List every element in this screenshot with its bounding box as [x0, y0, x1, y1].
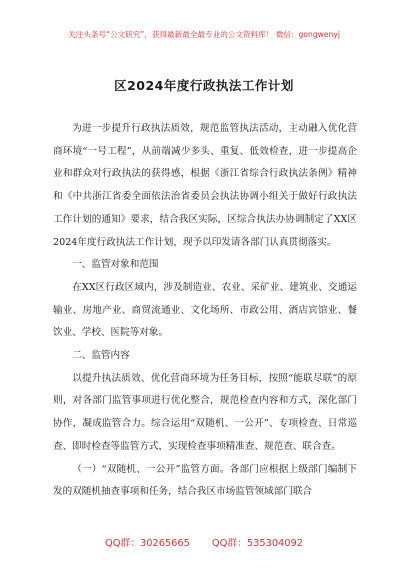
- section-heading-content: 二、监管内容: [72, 350, 130, 362]
- document-title: 区2024年度行政执法工作计划: [114, 78, 294, 93]
- document-body: [53, 118, 357, 504]
- header-notice: 关注头条号“公文研究”，获得最新最全最专业的公文资料库！ 微信：gongwenyj: [68, 30, 340, 39]
- section-heading-scope: 一、监管对象和范围: [72, 259, 159, 271]
- content-paragraph: 以提升执法质效、优化营商环境为任务目标，按照“能联尽联”的原则，对各部门监管事项进行优化整合，规范检查内容和方式，深化部门协作，凝成监管合力。综合运用“双随机、一公开”、专项检查、日常巡查、即时检查等监管方式，实现检查事项精准查、规范查、联合查。: [53, 372, 357, 452]
- qq-group-2: QQ群：535304092: [211, 538, 303, 549]
- scope-paragraph: 在XX区行政区域内，涉及制造业、农业、采矿业、建筑业、交通运输业、房地产业、商贸流通业、文化场所、市政公用、酒店宾馆业、餐饮业、学校、医院等对象。: [53, 281, 357, 339]
- subsection-paragraph: （一）“双随机、一公开”监管方面。各部门应根据上级部门编制下发的双随机抽查事项和任务，结合我区市场监管领域部门联合: [53, 463, 357, 498]
- qq-group-1: QQ群：30265665: [104, 538, 190, 549]
- footer-contacts: [0, 535, 408, 549]
- intro-paragraph: 为进一步提升行政执法质效，规范监管执法活动，主动融入优化营商环境“一号工程”，从前端减少多头、重复、低效检查，进一步提高企业和群众对行政执法的获得感，根据《浙江省综合行政执法条例》精神和《中共浙江省委全面依法治省委员会执法协调小组关于做好行政执法工作计划的通知》要求，结合我区实际，区综合执法办协调制定了XX区2024年度行政执法工作计划，现予以印发请各部门认真贯彻落实。: [53, 123, 357, 248]
